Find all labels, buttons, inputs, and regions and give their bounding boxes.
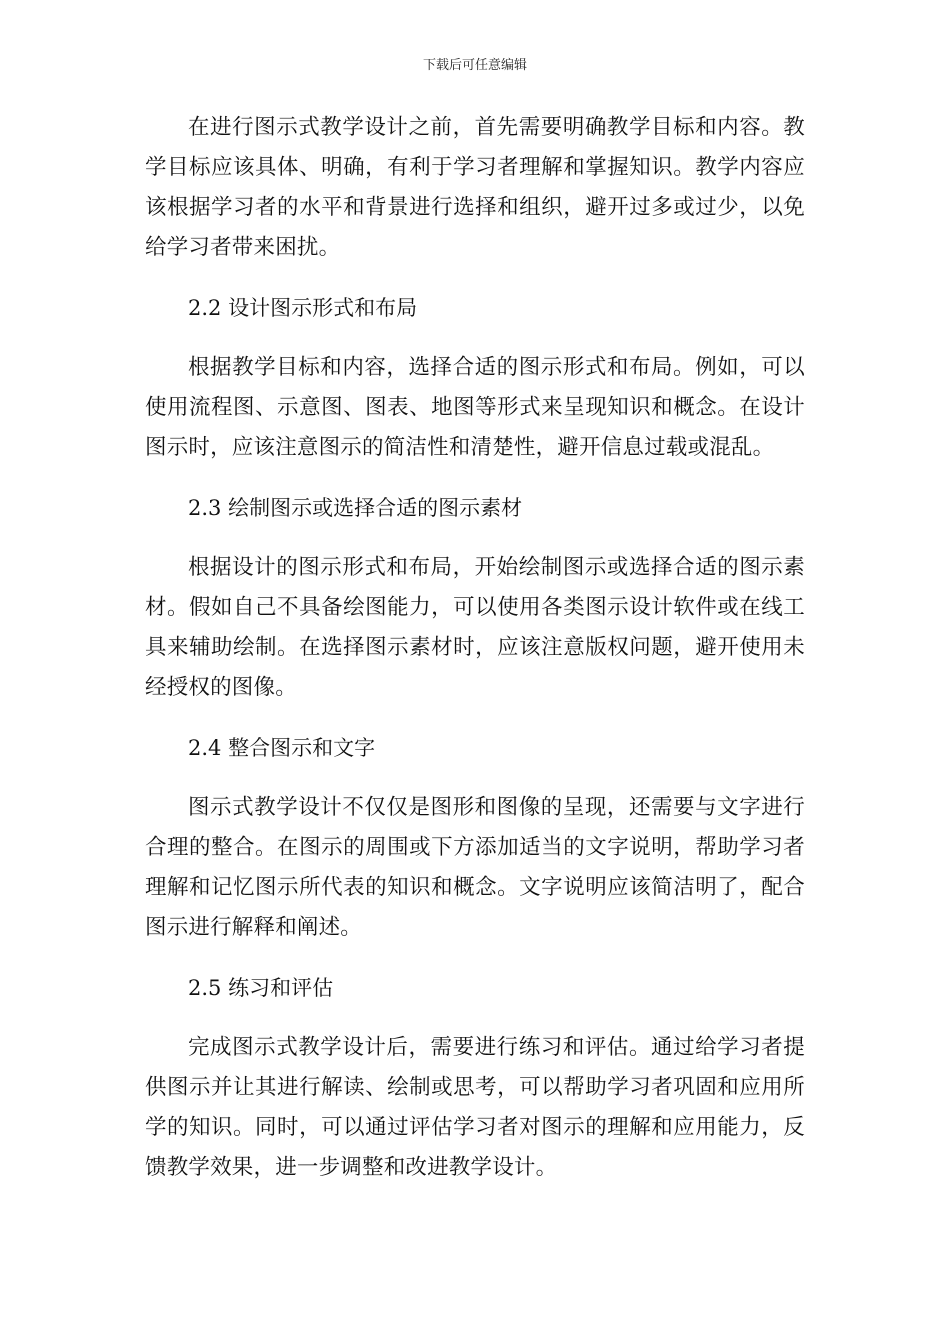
- page-header: 下载后可任意编辑: [422, 58, 527, 73]
- document-body: [145, 108, 805, 1208]
- section-heading-2-4: 2.4 整合图示和文字: [188, 736, 376, 760]
- paragraph-practice-evaluate: 完成图示式教学设计后，需要进行练习和评估。通过给学习者提供图示并让其进行解读、绘制或思考，可以帮助学习者巩固和应用所学的知识。同时，可以通过评估学习者对图示的理解和应用能力，反馈教学效果，进一步调整和改进教学设计。: [145, 1035, 805, 1180]
- paragraph-draw-materials: 根据设计的图示形式和布局，开始绘制图示或选择合适的图示素材。假如自己不具备绘图能力，可以使用各类图示设计软件或在线工具来辅助绘制。在选择图示素材时，应该注意版权问题，避开使用未经授权的图像。: [145, 555, 805, 700]
- paragraph-design-form: 根据教学目标和内容，选择合适的图示形式和布局。例如，可以使用流程图、示意图、图表、地图等形式来呈现知识和概念。在设计图示时，应该注意图示的简洁性和清楚性，避开信息过载或混乱。: [145, 355, 805, 460]
- paragraph-integrate-text: 图示式教学设计不仅仅是图形和图像的呈现，还需要与文字进行合理的整合。在图示的周围或下方添加适当的文字说明，帮助学习者理解和记忆图示所代表的知识和概念。文字说明应该简洁明了，配合图示进行解释和阐述。: [145, 795, 805, 940]
- paragraph-goals: 在进行图示式教学设计之前，首先需要明确教学目标和内容。教学目标应该具体、明确，有利于学习者理解和掌握知识。教学内容应该根据学习者的水平和背景进行选择和组织，避开过多或过少，以免给学习者带来困扰。: [145, 115, 805, 260]
- section-heading-2-5: 2.5 练习和评估: [188, 976, 334, 1000]
- section-heading-2-3: 2.3 绘制图示或选择合适的图示素材: [188, 496, 523, 520]
- section-heading-2-2: 2.2 设计图示形式和布局: [188, 296, 418, 320]
